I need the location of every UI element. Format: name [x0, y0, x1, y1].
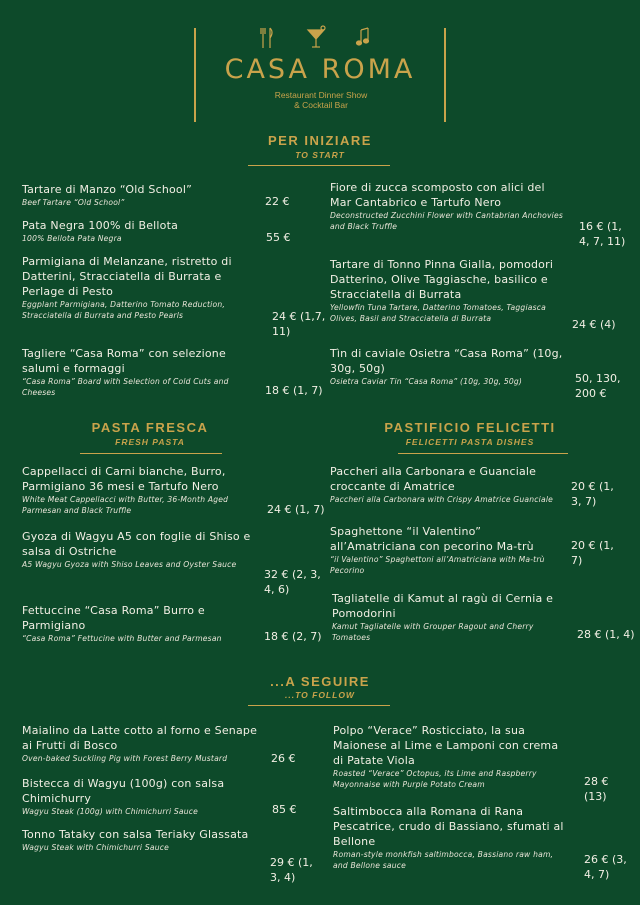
item-description: 100% Bellota Pata Negra	[22, 234, 122, 243]
item-price: 16 € (1, 4, 7, 11)	[579, 220, 626, 248]
menu-item	[22, 464, 250, 516]
logo-frame-left	[194, 28, 196, 122]
section-divider	[248, 165, 390, 166]
item-description: Kamut Tagliatelle with Grouper Ragout and Cherry Tomatoes	[332, 622, 534, 642]
cocktail-icon	[308, 26, 325, 47]
item-price: 18 € (2, 7)	[264, 630, 322, 643]
item-description: Osietra Caviar Tin “Casa Roma” (10g, 30g, 50g)	[330, 377, 523, 386]
item-price: 24 € (4)	[572, 318, 616, 331]
tagline-line-1: Restaurant Dinner Show	[274, 90, 368, 100]
item-price: 28 € (13)	[584, 775, 609, 803]
item-name: Parmigiana di Melanzane, ristretto di Datterini, Stracciatella di Burrata e Perlage di Pesto	[22, 255, 232, 298]
item-name: Paccheri alla Carbonara e Guanciale croccante di Amatrice	[330, 465, 537, 493]
item-name: Bistecca di Wagyu (100g) con salsa Chimichurry	[22, 777, 225, 805]
menu-item	[330, 257, 565, 324]
section-title-pasta-fresca: PASTA FRESCA	[91, 420, 209, 435]
item-name: Spaghettone “il Valentino” all’Amatriciana con pecorino Ma-trù	[330, 525, 534, 553]
item-description: White Meat Cappellacci with Butter, 36-Month Aged Parmesan and Black Truffle	[22, 495, 229, 515]
item-price: 50, 130, 200 €	[575, 372, 621, 400]
menu-item	[22, 182, 257, 208]
menu-item	[330, 346, 565, 387]
section-subtitle-to-follow: ...TO FOLLOW	[285, 690, 355, 700]
menu-item	[22, 603, 262, 644]
item-price: 20 € (1, 7)	[571, 539, 614, 567]
item-description: A5 Wagyu Gyoza with Shiso Leaves and Oyster Sauce	[22, 560, 237, 569]
restaurant-tagline	[258, 90, 384, 110]
item-price: 32 € (2, 3, 4, 6)	[264, 568, 321, 596]
menu-item	[330, 180, 565, 232]
item-description: Deconstructed Zucchini Flower with Cantabrian Anchovies and Black Truffle	[330, 211, 563, 231]
item-price: 22 €	[265, 195, 290, 208]
section-title-per-iniziare: PER INIZIARE	[268, 133, 372, 148]
section-title-pastificio-felicetti: PASTIFICIO FELICETTI	[384, 420, 556, 435]
item-description: Oven-baked Suckling Pig with Forest Berry Mustard	[22, 754, 228, 763]
section-subtitle-felicetti: FELICETTI PASTA DISHES	[405, 437, 535, 447]
menu-item	[22, 346, 244, 398]
menu-item	[22, 827, 262, 853]
item-name: Pata Negra 100% di Bellota	[22, 219, 179, 232]
item-description: Beef Tartare “Old School”	[22, 198, 125, 207]
item-name: Tartare di Tonno Pinna Gialla, pomodori Datterino, Olive Taggiasche, basilico e Stracciatella di Burrata	[330, 258, 554, 301]
item-name: Tagliere “Casa Roma” con selezione salumi e formaggi	[22, 347, 226, 375]
menu-item	[332, 591, 562, 643]
menu-item	[22, 254, 244, 321]
menu-item	[22, 723, 267, 764]
restaurant-name: CASA ROMA	[224, 54, 416, 85]
item-description: Roasted “Verace” Octopus, its Lime and Raspberry Mayonnaise with Purple Potato Cream	[333, 769, 537, 789]
item-name: Saltimbocca alla Romana di Rana Pescatrice, crudo di Bassiano, sfumati al Bellone	[333, 805, 564, 848]
menu-item	[22, 529, 262, 570]
item-price: 24 € (1, 7)	[267, 503, 325, 516]
item-name: Fettuccine “Casa Roma” Burro e Parmigiano	[22, 604, 205, 632]
item-name: Polpo “Verace” Rosticciato, la sua Maionese al Lime e Lamponi con crema di Patate Viola	[333, 724, 559, 767]
item-price: 18 € (1, 7)	[265, 384, 323, 397]
item-name: Tonno Tataky con salsa Teriaky Glassata	[22, 828, 249, 841]
music-notes-icon	[357, 28, 369, 45]
item-description: “Casa Roma” Fettucine with Butter and Parmesan	[22, 634, 222, 643]
menu-item	[22, 218, 257, 244]
menu-item	[333, 723, 568, 790]
item-name: Gyoza di Wagyu A5 con foglie di Shiso e salsa di Ostriche	[22, 530, 251, 558]
item-description: Wagyu Steak (100g) with Chimichurri Sauce	[22, 807, 199, 816]
item-name: Cappellacci di Carni bianche, Burro, Parmigiano 36 mesi e Tartufo Nero	[22, 465, 226, 493]
section-title-a-seguire: ...A SEGUIRE	[270, 674, 370, 689]
menu-item	[330, 524, 560, 576]
item-description: Yellowfin Tuna Tartare, Datterino Tomatoes, Taggiasca Olives, Basil and Stracciatella di Burrata	[330, 303, 546, 323]
item-description: Eggplant Parmigiana, Datterino Tomato Reduction, Stracciatella di Burrata and Pesto Pearls	[22, 300, 225, 320]
section-divider	[80, 453, 222, 454]
item-description: “il Valentino” Spaghettoni all’Amatriciana with Ma-trù Pecorino	[330, 555, 545, 575]
item-price: 20 € (1, 3, 7)	[571, 480, 614, 508]
item-name: Tìn di caviale Osietra “Casa Roma” (10g, 30g, 50g)	[330, 347, 563, 375]
item-price: 24 € (1,7, 11)	[272, 310, 326, 338]
logo-icons	[258, 24, 378, 52]
item-price: 26 € (3, 4, 7)	[584, 853, 627, 881]
section-divider	[398, 453, 568, 454]
section-subtitle-fresh-pasta: FRESH PASTA	[115, 437, 185, 447]
item-price: 28 € (1, 4)	[577, 628, 635, 641]
item-description: Wagyu Steak with Chimichurri Sauce	[22, 843, 169, 852]
logo-frame-right	[444, 28, 446, 122]
item-name: Maialino da Latte cotto al forno e Senape ai Frutti di Bosco	[22, 724, 258, 752]
menu-item	[330, 464, 560, 505]
menu-item	[22, 776, 262, 817]
item-price: 29 € (1, 3, 4)	[270, 856, 313, 884]
section-subtitle-to-start: TO START	[295, 150, 345, 160]
item-name: Tagliatelle di Kamut al ragù di Cernia e Pomodorini	[332, 592, 554, 620]
item-description: Roman-style monkfish saltimbocca, Bassiano raw ham, and Bellone sauce	[333, 850, 554, 870]
tagline-line-2: & Cocktail Bar	[294, 100, 348, 110]
fork-knife-icon	[261, 28, 272, 48]
section-divider	[248, 705, 390, 706]
item-name: Fiore di zucca scomposto con alici del Mar Cantabrico e Tartufo Nero	[330, 181, 545, 209]
item-description: Paccheri alla Carbonara with Crispy Amatrice Guanciale	[330, 495, 553, 504]
menu-item	[333, 804, 568, 871]
item-description: “Casa Roma” Board with Selection of Cold Cuts and Cheeses	[22, 377, 229, 397]
item-price: 55 €	[266, 231, 291, 244]
item-price: 85 €	[272, 803, 297, 816]
item-name: Tartare di Manzo “Old School”	[22, 183, 193, 196]
item-price: 26 €	[271, 752, 296, 765]
